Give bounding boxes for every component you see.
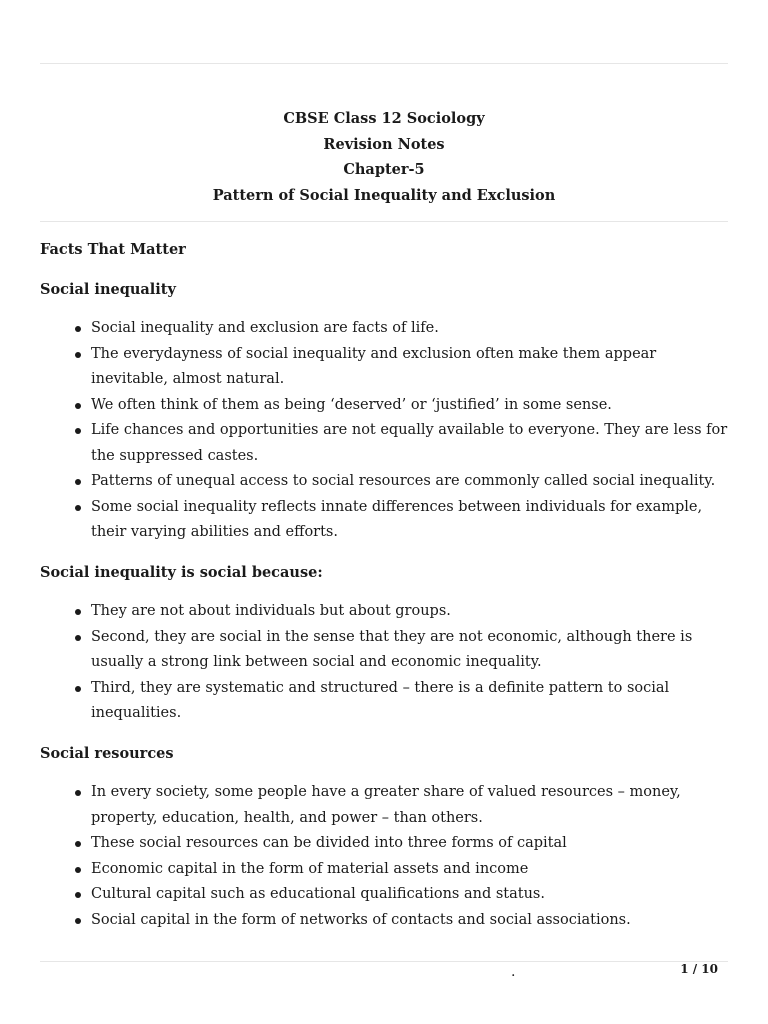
list-item: In every society, some people have a greater share of valued resources – money, property, education, health, and power – than others. xyxy=(40,780,732,831)
document-header xyxy=(0,106,768,208)
list-item: Cultural capital such as educational qualifications and status. xyxy=(40,882,732,908)
header-notes-title: Revision Notes xyxy=(323,135,445,153)
list-item: Economic capital in the form of material assets and income xyxy=(40,857,732,883)
top-divider xyxy=(40,63,728,64)
list-item: The everydayness of social inequality and exclusion often make them appear inevitable, almost natural. xyxy=(40,342,732,393)
footer-divider xyxy=(40,961,728,962)
section-heading-social-inequality: Social inequality xyxy=(40,280,176,298)
page-indicator: 1 / 10 xyxy=(680,962,718,976)
bullet-list-social-resources xyxy=(40,780,732,933)
section-heading-facts: Facts That Matter xyxy=(40,241,186,258)
list-item: Third, they are systematic and structured – there is a definite pattern to social inequalities. xyxy=(40,676,732,727)
section-heading-why-social: Social inequality is social because: xyxy=(40,563,323,581)
list-item: Life chances and opportunities are not equally available to everyone. They are less for the suppressed castes. xyxy=(40,418,732,469)
list-item: Social capital in the form of networks of contacts and social associations. xyxy=(40,908,732,934)
footer-mark: . xyxy=(511,964,516,980)
document-body xyxy=(40,237,732,947)
header-divider xyxy=(40,221,728,222)
list-item: Patterns of unequal access to social resources are commonly called social inequality. xyxy=(40,469,732,495)
list-item: They are not about individuals but about groups. xyxy=(40,599,732,625)
bullet-list-social-inequality xyxy=(40,316,732,546)
list-item: Second, they are social in the sense that they are not economic, although there is usually a strong link between social and economic inequality. xyxy=(40,625,732,676)
header-chapter: Chapter-5 xyxy=(343,161,425,178)
header-chapter-title: Pattern of Social Inequality and Exclusion xyxy=(212,186,556,204)
list-item: Some social inequality reflects innate differences between individuals for example, their varying abilities and efforts. xyxy=(40,495,732,546)
section-heading-social-resources: Social resources xyxy=(40,744,174,762)
header-board-class: CBSE Class 12 Sociology xyxy=(283,110,485,127)
bullet-list-why-social xyxy=(40,599,732,727)
list-item: Social inequality and exclusion are facts of life. xyxy=(40,316,732,342)
list-item: We often think of them as being ‘deserved’ or ‘justified’ in some sense. xyxy=(40,393,732,419)
list-item: These social resources can be divided into three forms of capital xyxy=(40,831,732,857)
